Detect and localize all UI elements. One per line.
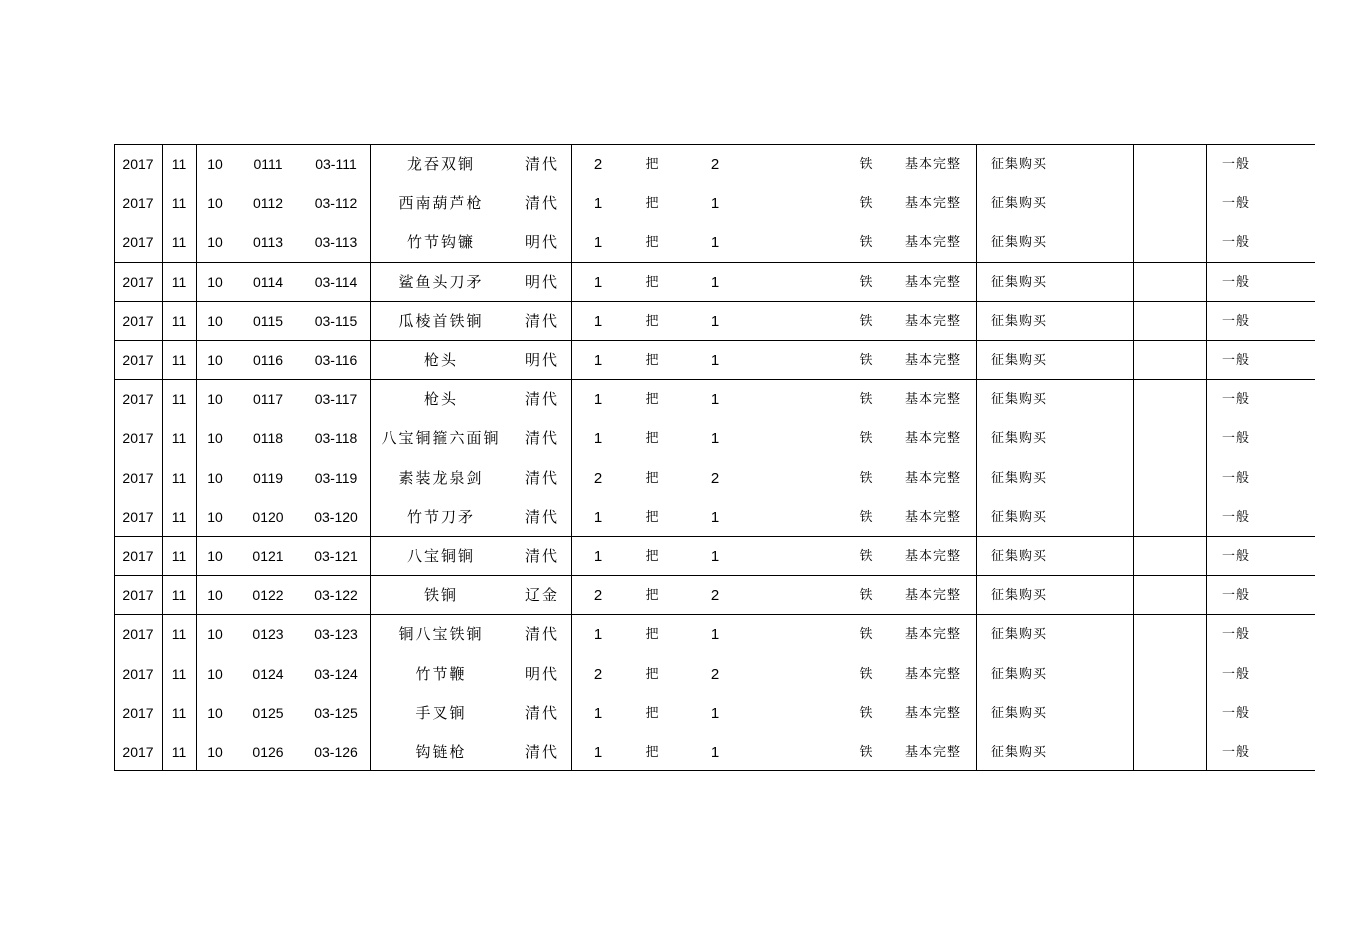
cell-c2: 11 xyxy=(171,665,187,682)
cell-condition: 基本完整 xyxy=(904,353,961,368)
cell-era: 清代 xyxy=(524,625,559,644)
cell-material: 铁 xyxy=(859,705,873,721)
cell-material: 铁 xyxy=(859,588,873,604)
cell-source: 征集购买 xyxy=(990,353,1047,368)
cell-name: 竹节鞭 xyxy=(415,664,467,683)
row-divider xyxy=(114,379,1315,380)
cell-qty2: 2 xyxy=(710,587,720,605)
cell-name: 钩链枪 xyxy=(415,743,467,761)
cell-source: 征集购买 xyxy=(990,470,1047,486)
cell-qty1: 2 xyxy=(593,469,603,487)
column-divider xyxy=(1206,144,1207,771)
cell-source: 征集购买 xyxy=(990,705,1047,721)
cell-era: 明代 xyxy=(524,664,559,683)
cell-qty1: 1 xyxy=(593,234,603,252)
cell-grade: 一般 xyxy=(1221,588,1250,604)
cell-remark xyxy=(1134,575,1206,614)
cell-source: 征集购买 xyxy=(990,235,1047,251)
cell-seq: 0115 xyxy=(252,312,284,329)
cell-material: 铁 xyxy=(859,509,873,525)
cell-condition: 基本完整 xyxy=(904,627,961,643)
cell-remark xyxy=(1134,301,1206,340)
table-row xyxy=(114,693,1315,732)
cell-condition: 基本完整 xyxy=(904,666,961,682)
cell-qty1: 1 xyxy=(593,352,603,369)
cell-remark xyxy=(1134,379,1206,418)
cell-qty1: 1 xyxy=(593,548,603,565)
cell-grade: 一般 xyxy=(1221,745,1250,760)
cell-material: 铁 xyxy=(859,196,873,212)
cell-unit: 把 xyxy=(645,666,659,682)
cell-year: 2017 xyxy=(122,548,154,564)
cell-code: 03-125 xyxy=(314,704,358,721)
artifact-inventory-table xyxy=(114,144,1315,771)
cell-unit: 把 xyxy=(645,157,659,172)
cell-year: 2017 xyxy=(122,195,154,212)
cell-seq: 0118 xyxy=(252,430,284,447)
cell-c3: 10 xyxy=(207,626,223,643)
cell-qty1: 1 xyxy=(593,195,603,213)
cell-seq: 0122 xyxy=(252,587,284,604)
cell-source: 征集购买 xyxy=(990,549,1047,564)
cell-year: 2017 xyxy=(122,508,154,525)
cell-c3: 10 xyxy=(207,548,223,564)
table-row xyxy=(114,536,1315,575)
cell-grade: 一般 xyxy=(1221,353,1250,368)
cell-code: 03-126 xyxy=(314,744,358,760)
cell-qty1: 1 xyxy=(593,430,603,448)
cell-seq: 0111 xyxy=(253,156,283,172)
cell-c3: 10 xyxy=(207,665,223,682)
cell-source: 征集购买 xyxy=(990,274,1047,290)
cell-era: 清代 xyxy=(524,468,559,487)
cell-c2: 11 xyxy=(171,352,187,368)
cell-grade: 一般 xyxy=(1221,509,1250,525)
cell-seq: 0124 xyxy=(252,665,284,682)
cell-code: 03-113 xyxy=(314,234,358,251)
cell-c2: 11 xyxy=(171,273,187,290)
cell-source: 征集购买 xyxy=(990,745,1047,760)
cell-source: 征集购买 xyxy=(990,431,1047,447)
cell-material: 铁 xyxy=(859,431,873,447)
cell-c2: 11 xyxy=(171,469,187,486)
cell-year: 2017 xyxy=(122,430,154,447)
cell-qty2: 1 xyxy=(710,195,720,213)
cell-condition: 基本完整 xyxy=(904,509,961,525)
row-divider xyxy=(114,575,1315,576)
cell-qty1: 1 xyxy=(593,508,603,526)
cell-name: 素装龙泉剑 xyxy=(398,468,484,487)
cell-c2: 11 xyxy=(171,391,187,408)
cell-year: 2017 xyxy=(122,665,154,682)
column-divider xyxy=(196,144,197,771)
cell-remark xyxy=(1134,614,1206,653)
cell-remark xyxy=(1134,693,1206,732)
cell-material: 铁 xyxy=(859,157,873,172)
table-row xyxy=(114,262,1315,301)
cell-qty2: 1 xyxy=(710,234,720,252)
cell-qty2: 1 xyxy=(710,508,720,526)
cell-c3: 10 xyxy=(207,273,223,290)
cell-name: 枪头 xyxy=(423,351,458,369)
cell-c2: 11 xyxy=(171,195,187,212)
cell-unit: 把 xyxy=(645,196,659,212)
cell-source: 征集购买 xyxy=(990,666,1047,682)
cell-remark xyxy=(1134,732,1206,771)
row-divider xyxy=(114,770,1315,771)
cell-remark xyxy=(1134,654,1206,693)
cell-code: 03-121 xyxy=(314,548,358,564)
cell-source: 征集购买 xyxy=(990,313,1047,329)
cell-c2: 11 xyxy=(171,704,187,721)
column-divider xyxy=(976,144,977,771)
table-row xyxy=(114,654,1315,693)
cell-remark xyxy=(1134,144,1206,183)
cell-c3: 10 xyxy=(207,430,223,447)
cell-qty2: 1 xyxy=(710,391,720,409)
cell-era: 清代 xyxy=(524,743,559,761)
cell-unit: 把 xyxy=(645,392,659,408)
cell-year: 2017 xyxy=(122,156,154,172)
cell-era: 清代 xyxy=(524,429,559,448)
row-divider xyxy=(114,614,1315,615)
cell-qty2: 2 xyxy=(710,156,720,173)
cell-material: 铁 xyxy=(859,627,873,643)
cell-code: 03-112 xyxy=(314,195,358,212)
cell-seq: 0121 xyxy=(252,548,284,564)
row-divider xyxy=(114,262,1315,263)
column-divider xyxy=(1133,144,1134,771)
cell-remark xyxy=(1134,536,1206,575)
cell-source: 征集购买 xyxy=(990,196,1047,212)
cell-grade: 一般 xyxy=(1221,392,1250,408)
cell-source: 征集购买 xyxy=(990,588,1047,604)
cell-era: 清代 xyxy=(524,311,559,330)
row-divider xyxy=(114,340,1315,341)
cell-grade: 一般 xyxy=(1221,666,1250,682)
cell-material: 铁 xyxy=(859,313,873,329)
column-divider xyxy=(162,144,163,771)
table-row xyxy=(114,732,1315,771)
cell-unit: 把 xyxy=(645,470,659,486)
cell-era: 明代 xyxy=(524,351,559,369)
cell-year: 2017 xyxy=(122,312,154,329)
cell-grade: 一般 xyxy=(1221,705,1250,721)
cell-grade: 一般 xyxy=(1221,274,1250,290)
cell-c2: 11 xyxy=(171,626,187,643)
cell-condition: 基本完整 xyxy=(904,745,961,760)
cell-unit: 把 xyxy=(645,313,659,329)
cell-name: 瓜棱首铁锏 xyxy=(398,311,484,330)
cell-source: 征集购买 xyxy=(990,392,1047,408)
cell-unit: 把 xyxy=(645,509,659,525)
cell-grade: 一般 xyxy=(1221,313,1250,329)
cell-year: 2017 xyxy=(122,587,154,604)
cell-c2: 11 xyxy=(171,156,187,172)
cell-condition: 基本完整 xyxy=(904,549,961,564)
cell-condition: 基本完整 xyxy=(904,313,961,329)
cell-code: 03-118 xyxy=(314,430,358,447)
table-row xyxy=(114,222,1315,261)
cell-c2: 11 xyxy=(171,508,187,525)
cell-year: 2017 xyxy=(122,352,154,368)
cell-condition: 基本完整 xyxy=(904,157,961,172)
cell-c2: 11 xyxy=(171,430,187,447)
cell-year: 2017 xyxy=(122,704,154,721)
cell-remark xyxy=(1134,458,1206,497)
cell-qty1: 1 xyxy=(593,391,603,409)
cell-qty2: 1 xyxy=(710,312,720,330)
cell-grade: 一般 xyxy=(1221,431,1250,447)
cell-era: 辽金 xyxy=(524,586,559,605)
cell-c2: 11 xyxy=(171,548,187,564)
cell-condition: 基本完整 xyxy=(904,588,961,604)
column-divider xyxy=(114,144,115,771)
cell-grade: 一般 xyxy=(1221,627,1250,643)
cell-seq: 0126 xyxy=(252,744,284,760)
cell-material: 铁 xyxy=(859,353,873,368)
cell-seq: 0113 xyxy=(252,234,284,251)
cell-c3: 10 xyxy=(207,469,223,486)
cell-qty1: 1 xyxy=(593,273,603,291)
cell-qty2: 1 xyxy=(710,626,720,644)
cell-era: 清代 xyxy=(524,547,559,565)
cell-seq: 0117 xyxy=(252,391,284,408)
cell-condition: 基本完整 xyxy=(904,235,961,251)
cell-code: 03-111 xyxy=(315,156,357,172)
cell-seq: 0119 xyxy=(252,469,284,486)
row-divider xyxy=(114,144,1315,145)
table-row xyxy=(114,340,1315,379)
cell-material: 铁 xyxy=(859,392,873,408)
cell-unit: 把 xyxy=(645,274,659,290)
cell-material: 铁 xyxy=(859,549,873,564)
cell-qty2: 1 xyxy=(710,352,720,369)
cell-material: 铁 xyxy=(859,274,873,290)
cell-remark xyxy=(1134,497,1206,536)
cell-name: 竹节钩镰 xyxy=(406,233,475,252)
cell-qty2: 2 xyxy=(710,469,720,487)
cell-qty1: 1 xyxy=(593,744,603,761)
cell-c3: 10 xyxy=(207,234,223,251)
cell-remark xyxy=(1134,418,1206,457)
cell-c3: 10 xyxy=(207,195,223,212)
cell-grade: 一般 xyxy=(1221,157,1250,172)
table-row xyxy=(114,183,1315,222)
cell-c3: 10 xyxy=(207,312,223,329)
cell-qty1: 2 xyxy=(593,587,603,605)
cell-name: 枪头 xyxy=(423,390,458,409)
cell-unit: 把 xyxy=(645,549,659,564)
cell-qty2: 1 xyxy=(710,548,720,565)
cell-year: 2017 xyxy=(122,391,154,408)
cell-unit: 把 xyxy=(645,353,659,368)
cell-qty2: 2 xyxy=(710,665,720,683)
cell-qty1: 1 xyxy=(593,626,603,644)
cell-name: 铁锏 xyxy=(423,586,458,605)
cell-grade: 一般 xyxy=(1221,196,1250,212)
cell-material: 铁 xyxy=(859,745,873,760)
cell-material: 铁 xyxy=(859,470,873,486)
table-row xyxy=(114,575,1315,614)
cell-c3: 10 xyxy=(207,704,223,721)
cell-era: 清代 xyxy=(524,703,559,722)
cell-unit: 把 xyxy=(645,431,659,447)
cell-c2: 11 xyxy=(171,312,187,329)
table-row xyxy=(114,497,1315,536)
cell-source: 征集购买 xyxy=(990,627,1047,643)
table-row xyxy=(114,301,1315,340)
cell-c3: 10 xyxy=(207,744,223,760)
cell-code: 03-115 xyxy=(314,312,358,329)
cell-name: 竹节刀矛 xyxy=(406,507,475,526)
cell-code: 03-114 xyxy=(314,273,358,290)
row-divider xyxy=(114,536,1315,537)
cell-c3: 10 xyxy=(207,391,223,408)
cell-code: 03-117 xyxy=(314,391,358,408)
row-divider xyxy=(114,301,1315,302)
cell-source: 征集购买 xyxy=(990,509,1047,525)
cell-seq: 0125 xyxy=(252,704,284,721)
cell-year: 2017 xyxy=(122,469,154,486)
cell-year: 2017 xyxy=(122,626,154,643)
cell-code: 03-123 xyxy=(314,626,358,643)
cell-seq: 0123 xyxy=(252,626,284,643)
cell-era: 明代 xyxy=(524,233,559,252)
cell-c3: 10 xyxy=(207,156,223,172)
cell-qty2: 1 xyxy=(710,704,720,722)
table-row xyxy=(114,144,1315,183)
cell-c3: 10 xyxy=(207,587,223,604)
cell-c3: 10 xyxy=(207,352,223,368)
cell-grade: 一般 xyxy=(1221,470,1250,486)
table-row xyxy=(114,614,1315,653)
cell-condition: 基本完整 xyxy=(904,470,961,486)
cell-name: 铜八宝铁锏 xyxy=(398,625,484,644)
cell-remark xyxy=(1134,183,1206,222)
cell-remark xyxy=(1134,262,1206,301)
cell-era: 清代 xyxy=(524,390,559,409)
cell-code: 03-120 xyxy=(314,508,358,525)
cell-seq: 0120 xyxy=(252,508,284,525)
cell-unit: 把 xyxy=(645,588,659,604)
cell-seq: 0116 xyxy=(252,352,284,368)
cell-c2: 11 xyxy=(171,587,187,604)
cell-condition: 基本完整 xyxy=(904,274,961,290)
table-row xyxy=(114,458,1315,497)
cell-year: 2017 xyxy=(122,273,154,290)
cell-code: 03-122 xyxy=(314,587,358,604)
cell-condition: 基本完整 xyxy=(904,431,961,447)
cell-code: 03-116 xyxy=(314,352,358,368)
cell-year: 2017 xyxy=(122,744,154,760)
cell-unit: 把 xyxy=(645,235,659,251)
table-row xyxy=(114,418,1315,457)
cell-grade: 一般 xyxy=(1221,549,1250,564)
cell-qty1: 1 xyxy=(593,704,603,722)
cell-era: 清代 xyxy=(524,155,559,173)
cell-qty2: 1 xyxy=(710,273,720,291)
cell-unit: 把 xyxy=(645,627,659,643)
cell-qty1: 1 xyxy=(593,312,603,330)
cell-c3: 10 xyxy=(207,508,223,525)
cell-name: 西南葫芦枪 xyxy=(398,194,484,213)
cell-name: 八宝铜箍六面锏 xyxy=(381,429,501,448)
cell-seq: 0112 xyxy=(252,195,284,212)
cell-name: 鲨鱼头刀矛 xyxy=(398,272,484,291)
cell-name: 手叉锏 xyxy=(415,703,467,722)
cell-condition: 基本完整 xyxy=(904,196,961,212)
cell-name: 八宝铜锏 xyxy=(406,547,475,565)
cell-year: 2017 xyxy=(122,234,154,251)
table-row xyxy=(114,379,1315,418)
cell-era: 清代 xyxy=(524,507,559,526)
cell-source: 征集购买 xyxy=(990,157,1047,172)
cell-seq: 0114 xyxy=(252,273,284,290)
cell-c2: 11 xyxy=(171,234,187,251)
column-divider xyxy=(571,144,572,771)
cell-unit: 把 xyxy=(645,705,659,721)
cell-grade: 一般 xyxy=(1221,235,1250,251)
cell-code: 03-119 xyxy=(314,469,358,486)
cell-material: 铁 xyxy=(859,235,873,251)
cell-material: 铁 xyxy=(859,666,873,682)
cell-qty1: 2 xyxy=(593,665,603,683)
cell-unit: 把 xyxy=(645,745,659,760)
cell-era: 清代 xyxy=(524,194,559,213)
cell-condition: 基本完整 xyxy=(904,392,961,408)
cell-qty2: 1 xyxy=(710,744,720,761)
cell-code: 03-124 xyxy=(314,665,358,682)
cell-c2: 11 xyxy=(171,744,187,760)
cell-qty1: 2 xyxy=(593,156,603,173)
cell-condition: 基本完整 xyxy=(904,705,961,721)
cell-era: 明代 xyxy=(524,272,559,291)
cell-remark xyxy=(1134,340,1206,379)
cell-qty2: 1 xyxy=(710,430,720,448)
cell-remark xyxy=(1134,222,1206,261)
column-divider xyxy=(370,144,371,771)
cell-name: 龙吞双锏 xyxy=(406,155,475,173)
